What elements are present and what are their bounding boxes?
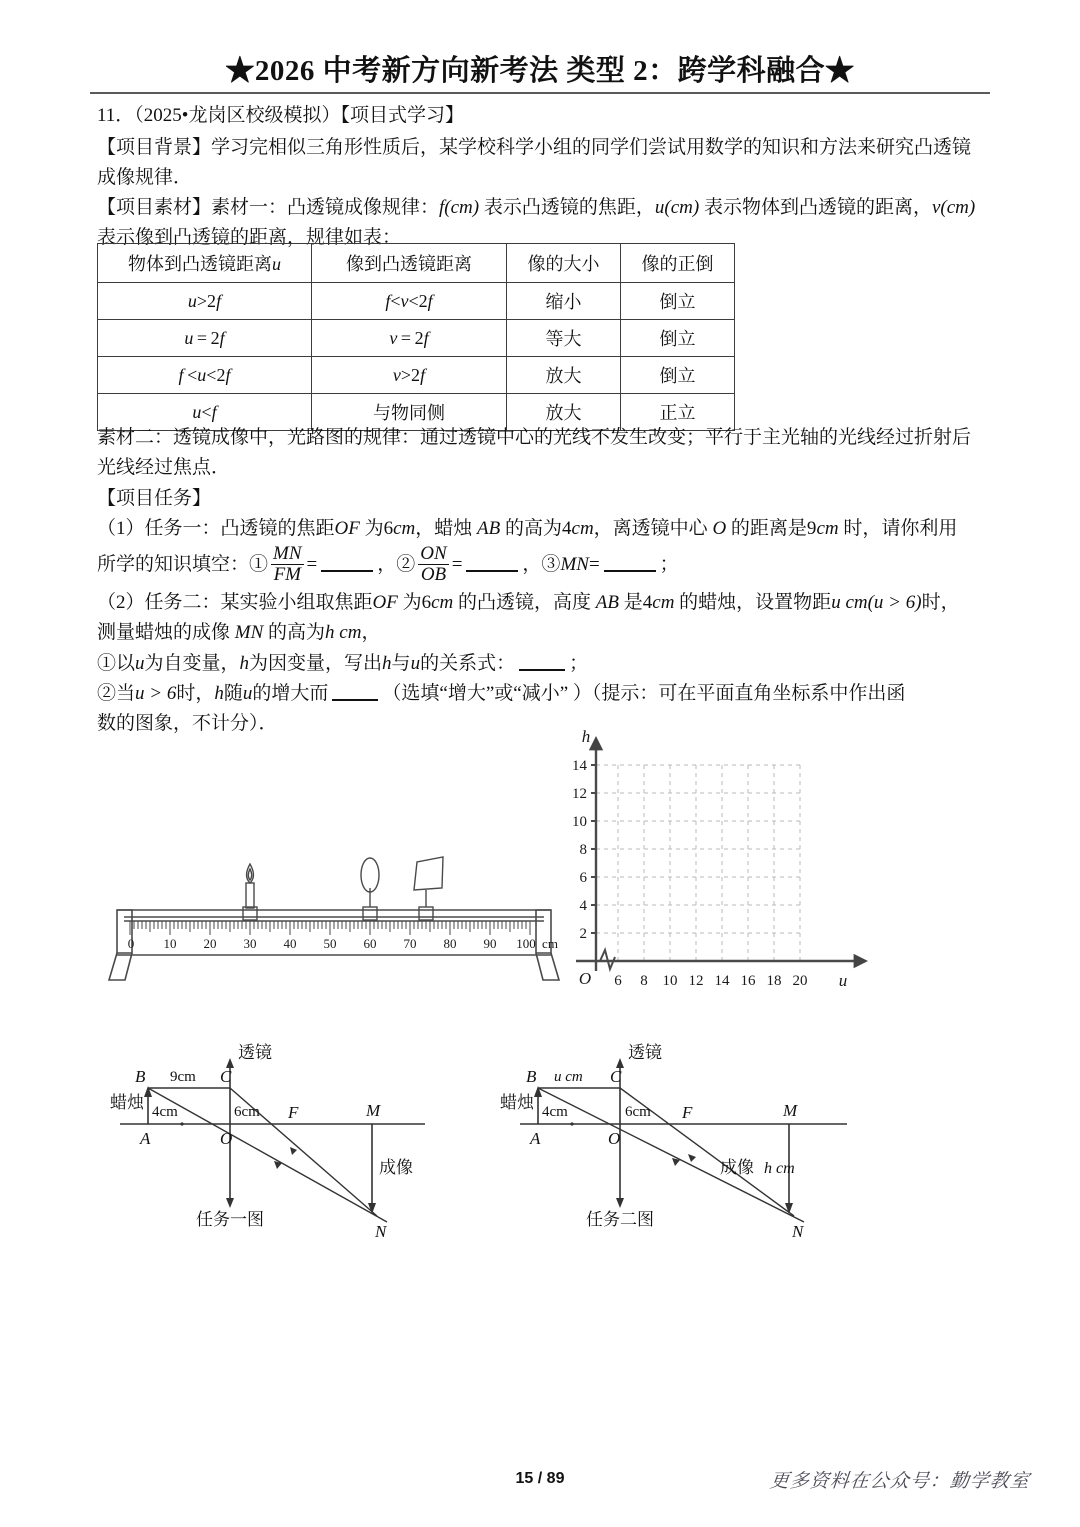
label-F-1: F: [288, 1103, 299, 1122]
chart-ytick-14: 14: [572, 758, 587, 774]
task1-unit-cm-3: cm: [816, 518, 839, 539]
ray2-point-labels: [526, 1067, 805, 1241]
material-line1-part-e: 表示物体到凸透镜的距离，: [699, 197, 932, 218]
task1-comma-2: ，: [522, 554, 542, 575]
material-line1-part-a: 【项目素材】素材一：凸透镜成像规律：: [97, 197, 440, 218]
ray-diagram-2-svg: [492, 1032, 912, 1272]
label-O-1: O: [220, 1129, 233, 1148]
task2-sub2-e: （选填“增大”或“减小” ）（提示：可在平面直角坐标系中作出函: [382, 683, 906, 704]
task2-sub2-c: 随: [223, 683, 243, 704]
task2-sub1-symbol-u: u: [135, 653, 145, 674]
ray2-dimension-labels: [542, 1069, 651, 1120]
table-cell-size-0: 缩小: [507, 283, 621, 320]
h-vs-u-coordinate-grid: [566, 726, 996, 1001]
chart-xtick-18: 18: [766, 973, 782, 989]
task2-unit-cm-2: cm: [652, 592, 675, 613]
dim-4cm-1: 4cm: [152, 1104, 178, 1120]
caption-task2: 任务二图: [586, 1210, 654, 1229]
material-line1-part-c: 表示凸透镜的焦距，: [479, 197, 655, 218]
label-C-2: C: [610, 1067, 622, 1086]
task1-frac2-denominator: OB: [420, 564, 447, 586]
project-material-line1: [97, 193, 975, 223]
task2-symbol-OF: OF: [372, 592, 398, 613]
task1-fill-prefix: 所学的知识填空：: [97, 554, 250, 575]
chart-ytick-12: 12: [572, 786, 587, 802]
task1-comma-1: ，: [377, 554, 397, 575]
watermark-text: 更多资料在公众号：勤学教室: [768, 1471, 1031, 1492]
table-cell-orient-0: 倒立: [621, 283, 735, 320]
table-header-cell-2: 像的大小: [507, 244, 621, 283]
task1-symbol-O: O: [712, 518, 727, 539]
bench-label-0: 0: [127, 936, 135, 951]
task1-semicolon: ；: [659, 554, 679, 575]
label-O-2: O: [608, 1129, 621, 1148]
task1-eq-1: =: [306, 554, 318, 575]
bench-label-40: 40: [283, 936, 297, 951]
table-header-cell-0: 物体到凸透镜距离u: [98, 244, 312, 283]
label-A-2: A: [530, 1129, 541, 1148]
chart-ytick-10: 10: [572, 814, 587, 830]
task2-sub1-e: 的关系式：: [420, 653, 516, 674]
task2-line1-e: 的蜡烛，设置物距: [674, 592, 832, 613]
task1-eq-2: =: [451, 554, 463, 575]
optical-bench-svg: [104, 855, 564, 1005]
label-candle-2: 蜡烛: [500, 1093, 534, 1112]
table-cell-v-0: f<v<2f: [312, 283, 507, 320]
task2-sub1-f: ；: [569, 653, 589, 674]
label-B-1: B: [135, 1067, 146, 1086]
chart-gridlines: [596, 765, 800, 961]
table-cell-orient-3: 正立: [621, 394, 735, 431]
task1-answer-blank-1[interactable]: [321, 553, 373, 572]
task2-sub2-symbol-u2: u: [242, 683, 253, 704]
bench-label-50: 50: [323, 936, 337, 951]
label-N-1: N: [375, 1222, 387, 1241]
task2-sub1-symbol-h: h: [239, 653, 250, 674]
label-F-2: F: [682, 1103, 693, 1122]
table-cell-orient-2: 倒立: [621, 357, 735, 394]
chart-xtick-20: 20: [792, 973, 808, 989]
task2-symbol-MN: MN: [234, 622, 264, 643]
table-cell-u-1: u = 2f: [98, 320, 312, 357]
table-header-cell-1: 像到凸透镜距离: [312, 244, 507, 283]
dim-ucm-2: u cm: [554, 1069, 583, 1085]
task2-line1: [97, 588, 960, 618]
task2-sub1-symbol-u2: u: [410, 653, 421, 674]
task2-sub1-d: 与: [391, 653, 411, 674]
ray-diagram-1-svg: [92, 1032, 512, 1272]
dim-9cm-1: 9cm: [170, 1069, 196, 1085]
task2-line1-c: 的凸透镜，高度: [453, 592, 596, 613]
label-image-1: 成像: [379, 1158, 413, 1177]
chart-xtick-8: 8: [640, 973, 648, 989]
task2-sub2-answer-blank[interactable]: [332, 682, 378, 701]
task1-line1-g: 时，请你利用: [838, 518, 958, 539]
task2-line2-a: 测量蜡烛的成像: [97, 622, 235, 643]
task2-line2: [97, 618, 380, 648]
lens-imaging-rules-table: [97, 243, 735, 431]
task2-symbol-h-cm: h cm: [325, 622, 362, 643]
chart-x-axis-label: u: [838, 971, 848, 990]
dim-4cm-2: 4cm: [542, 1104, 568, 1120]
bench-label-20: 20: [203, 936, 217, 951]
ray-refracted-arrowhead-1: [290, 1147, 297, 1155]
task1-unit-cm-2: cm: [571, 518, 594, 539]
task2-symbol-AB: AB: [595, 592, 619, 613]
bench-left-foot: [109, 953, 132, 980]
task2-sub1-line: [97, 649, 588, 679]
task1-item2-circle: ②: [396, 554, 416, 575]
page-number: 15 / 89: [515, 1470, 565, 1487]
chart-xtick-10: 10: [662, 973, 678, 989]
material-symbol-v: v(cm): [931, 197, 976, 218]
task1-item3-circle: ③: [541, 554, 561, 575]
bench-label-60: 60: [363, 936, 377, 951]
task2-sub1-a: ①以: [97, 653, 136, 674]
task1-line1-c: ，蜡烛: [415, 518, 478, 539]
task2-object-distance-expr: u cm(u > 6): [831, 592, 922, 613]
material2-line2: 光线经过焦点．: [97, 457, 231, 478]
label-A-1: A: [140, 1129, 151, 1148]
task2-sub2-line2: 数的图象，不计分）．: [97, 713, 278, 734]
task1-line1-f: 的距离是9: [726, 518, 817, 539]
bench-ruler-labels: [128, 936, 558, 951]
task1-line1-d: 的高为4: [500, 518, 572, 539]
chart-svg: [566, 726, 996, 1001]
table-cell-u-0: u>2f: [98, 283, 312, 320]
question-number-line: 11．（2025•龙岗区校级模拟）【项目式学习】: [97, 105, 464, 126]
dim-6cm-2: 6cm: [625, 1104, 651, 1120]
task2-line2-b: 的高为: [263, 622, 326, 643]
ray1-text-labels: [110, 1042, 413, 1229]
bench-ruler-ticks: [130, 921, 530, 935]
label-M-2: M: [783, 1101, 798, 1120]
table-cell-size-2: 放大: [507, 357, 621, 394]
project-background-line1: 【项目背景】学习完相似三角形性质后，某学校科学小组的同学们尝试用数学的知识和方法来研究凸透镜: [97, 137, 972, 158]
lens-arrow-bottom-1: [226, 1198, 234, 1208]
task1-fraction-MN-FM: [271, 544, 304, 585]
label-N-2: N: [792, 1222, 804, 1241]
chart-x-tick-labels: [614, 973, 807, 989]
material-symbol-u: u(cm): [654, 197, 700, 218]
bench-unit-cm: cm: [542, 936, 558, 951]
bench-label-80: 80: [443, 936, 457, 951]
table-cell-v-1: v = 2f: [312, 320, 507, 357]
ray1-dimension-labels: [152, 1069, 260, 1120]
tasks-heading: 【项目任务】: [97, 488, 212, 509]
ray-center-2: [538, 1088, 804, 1222]
candle-icon: [243, 864, 257, 920]
task2-sub1-b: 为自变量，: [144, 653, 240, 674]
task1-unit-cm-1: cm: [393, 518, 416, 539]
task1-item1-circle: ①: [249, 554, 269, 575]
table-cell-v-3: 与物同侧: [312, 394, 507, 431]
task1-symbol-MN: MN: [560, 554, 589, 575]
label-M-1: M: [366, 1101, 381, 1120]
project-background-line2: 成像规律．: [97, 167, 193, 188]
ray-refracted-arrowhead-2: [688, 1154, 696, 1162]
chart-origin-label: O: [578, 969, 592, 988]
header-divider: [90, 92, 990, 94]
table-cell-u-2: f <u<2f: [98, 357, 312, 394]
bench-label-10: 10: [163, 936, 177, 951]
ray-diagram-task1: [92, 1032, 512, 1272]
ray2-text-labels: [500, 1042, 795, 1229]
task1-symbol-OF: OF: [334, 518, 360, 539]
table-row: [98, 320, 735, 357]
task2-unit-cm-1: cm: [431, 592, 454, 613]
chart-y-axis-label: h: [581, 727, 591, 746]
task1-eq-3: =: [588, 554, 600, 575]
chart-ytick-6: 6: [579, 870, 587, 886]
bench-label-30: 30: [243, 936, 257, 951]
table-cell-orient-1: 倒立: [621, 320, 735, 357]
chart-xtick-6: 6: [614, 973, 622, 989]
label-C-1: C: [220, 1067, 232, 1086]
table-header-cell-3: 像的正倒: [621, 244, 735, 283]
project-material-line2: 表示像到凸透镜的距离，规律如表：: [97, 227, 402, 248]
task1-line2-fill-blanks: [97, 543, 679, 587]
task2-sub2-symbol-h: h: [214, 683, 224, 704]
task2-line1-b: 为6: [397, 592, 432, 613]
axis-tick-dot-1: [180, 1122, 183, 1125]
table-cell-v-2: v>2f: [312, 357, 507, 394]
bench-label-100: 100: [516, 936, 536, 951]
task2-line1-a: （2）任务二：某实验小组取焦距: [97, 592, 373, 613]
lens-arrow-bottom-2: [616, 1198, 624, 1208]
label-image-dim-2: h cm: [764, 1160, 795, 1177]
task2-sub2-d: 的增大而: [252, 683, 329, 704]
task1-frac1-numerator: MN: [273, 543, 302, 565]
caption-task1: 任务一图: [196, 1210, 264, 1229]
task1-symbol-AB: AB: [477, 518, 501, 539]
material-symbol-f: f(cm): [439, 197, 480, 218]
table-cell-size-1: 等大: [507, 320, 621, 357]
label-B-2: B: [526, 1067, 537, 1086]
table-cell-size-3: 放大: [507, 394, 621, 431]
task1-line1: [97, 514, 957, 544]
task1-fraction-ON-OB: [418, 544, 448, 585]
task2-line1-f: 时，: [921, 592, 960, 613]
chart-xtick-14: 14: [714, 973, 730, 989]
ray-center-1: [148, 1088, 387, 1222]
task2-sub2-b: 时，: [176, 683, 215, 704]
task1-line1-a: （1）任务一：凸透镜的焦距: [97, 518, 335, 539]
optical-bench-diagram: [104, 855, 564, 1005]
bench-right-foot: [536, 953, 559, 980]
task2-sub1-answer-blank[interactable]: [519, 652, 565, 671]
page-header-title: ★2026 中考新方向新考法 类型 2：跨学科融合★: [225, 55, 855, 87]
chart-xtick-12: 12: [688, 973, 704, 989]
task1-frac2-numerator: ON: [420, 543, 447, 565]
bench-label-70: 70: [403, 936, 417, 951]
table-row: [98, 357, 735, 394]
table-row: [98, 283, 735, 320]
dim-6cm-1: 6cm: [234, 1104, 260, 1120]
bench-label-90: 90: [483, 936, 497, 951]
chart-xtick-16: 16: [740, 973, 756, 989]
label-candle-1: 蜡烛: [110, 1093, 144, 1112]
task2-sub1-c: 为因变量，写出: [249, 653, 383, 674]
task2-line2-c: ，: [361, 622, 381, 643]
material2-line1: 素材二：透镜成像中，光路图的规律：通过透镜中心的光线不发生改变；平行于主光轴的光线经过折射后: [97, 427, 972, 448]
chart-ytick-2: 2: [579, 926, 587, 942]
ray-diagram-task2: [492, 1032, 912, 1272]
table-cell-u-3: u<f: [98, 394, 312, 431]
chart-y-tick-labels: [572, 758, 588, 942]
axis-tick-dot-2: [570, 1122, 573, 1125]
label-lens-1: 透镜: [238, 1043, 272, 1062]
task2-sub2-line1: [97, 679, 905, 709]
table-header-row: [98, 244, 735, 283]
label-image-2: 成像: [720, 1158, 754, 1177]
task2-line1-d: 是4: [619, 592, 653, 613]
task2-sub2-a: ②当: [97, 683, 136, 704]
task1-line1-e: ，离透镜中心: [593, 518, 713, 539]
chart-axis-break-icon: [600, 950, 615, 969]
task1-frac1-denominator: FM: [273, 564, 301, 586]
label-lens-2: 透镜: [628, 1043, 662, 1062]
task1-line1-b: 为6: [359, 518, 394, 539]
task2-sub2-cond: u > 6: [135, 683, 177, 704]
chart-ytick-4: 4: [579, 898, 587, 914]
chart-ytick-8: 8: [579, 842, 587, 858]
task2-sub1-symbol-h2: h: [382, 653, 392, 674]
task1-answer-blank-3[interactable]: [604, 553, 656, 572]
task1-answer-blank-2[interactable]: [466, 553, 518, 572]
